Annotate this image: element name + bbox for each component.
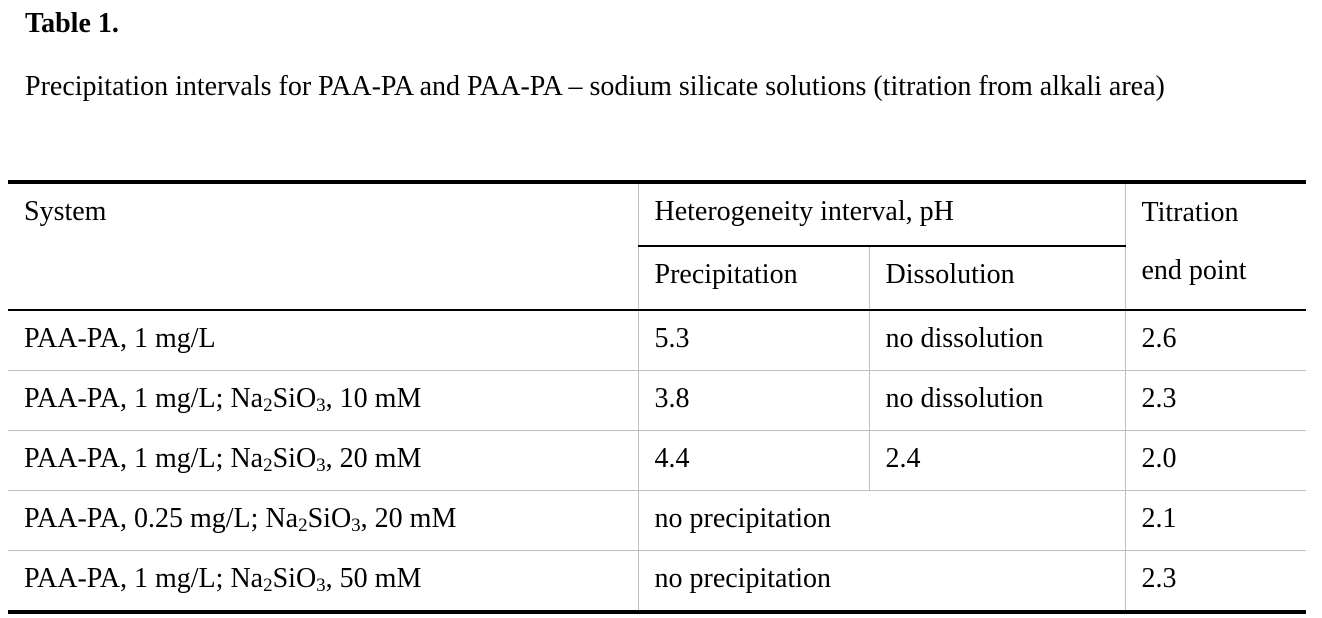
header-heterogeneity-interval: Heterogeneity interval, pH: [638, 182, 1125, 246]
header-endpoint-line1: Titration: [1141, 197, 1239, 228]
cell-dissolution: 2.4: [869, 431, 1125, 491]
header-precipitation: Precipitation: [638, 246, 869, 310]
table-label: Table 1.: [25, 8, 119, 39]
table-row: [8, 310, 1306, 371]
cell-endpoint: 2.3: [1125, 371, 1306, 431]
cell-precipitation: 3.8: [638, 371, 869, 431]
header-dissolution: Dissolution: [869, 246, 1125, 310]
cell-endpoint: 2.6: [1125, 310, 1306, 371]
cell-endpoint: 2.0: [1125, 431, 1306, 491]
cell-system: PAA-PA, 1 mg/L; $Na_2SiO_3$, 50 mM: [8, 551, 638, 613]
table-caption: Precipitation intervals for PAA-PA and PAA-PA – sodium silicate solutions (titration from alkali area): [25, 71, 1165, 102]
cell-dissolution: no dissolution: [869, 371, 1125, 431]
header-system: System: [24, 196, 107, 227]
header-titration-end-point: [1125, 182, 1306, 310]
table-row: [8, 431, 1306, 491]
cell-system: PAA-PA, 1 mg/L; $Na_2SiO_3$, 10 mM: [8, 371, 638, 431]
table-row: [8, 371, 1306, 431]
cell-dissolution: no dissolution: [869, 310, 1125, 371]
table-row: [8, 551, 1306, 613]
cell-precipitation-merged: no precipitation: [638, 551, 1125, 613]
cell-endpoint: 2.1: [1125, 491, 1306, 551]
header-endpoint-line2: end point: [1141, 255, 1247, 286]
cell-system: PAA-PA, 1 mg/L: [8, 310, 638, 371]
cell-precipitation: 5.3: [638, 310, 869, 371]
cell-system: PAA-PA, 1 mg/L; $Na_2SiO_3$, 20 mM: [8, 431, 638, 491]
precipitation-table: [8, 180, 1306, 614]
table-row: [8, 491, 1306, 551]
cell-system: PAA-PA, 0.25 mg/L; $Na_2SiO_3$, 20 mM: [8, 491, 638, 551]
cell-precipitation-merged: no precipitation: [638, 491, 1125, 551]
cell-precipitation: 4.4: [638, 431, 869, 491]
cell-endpoint: 2.3: [1125, 551, 1306, 613]
